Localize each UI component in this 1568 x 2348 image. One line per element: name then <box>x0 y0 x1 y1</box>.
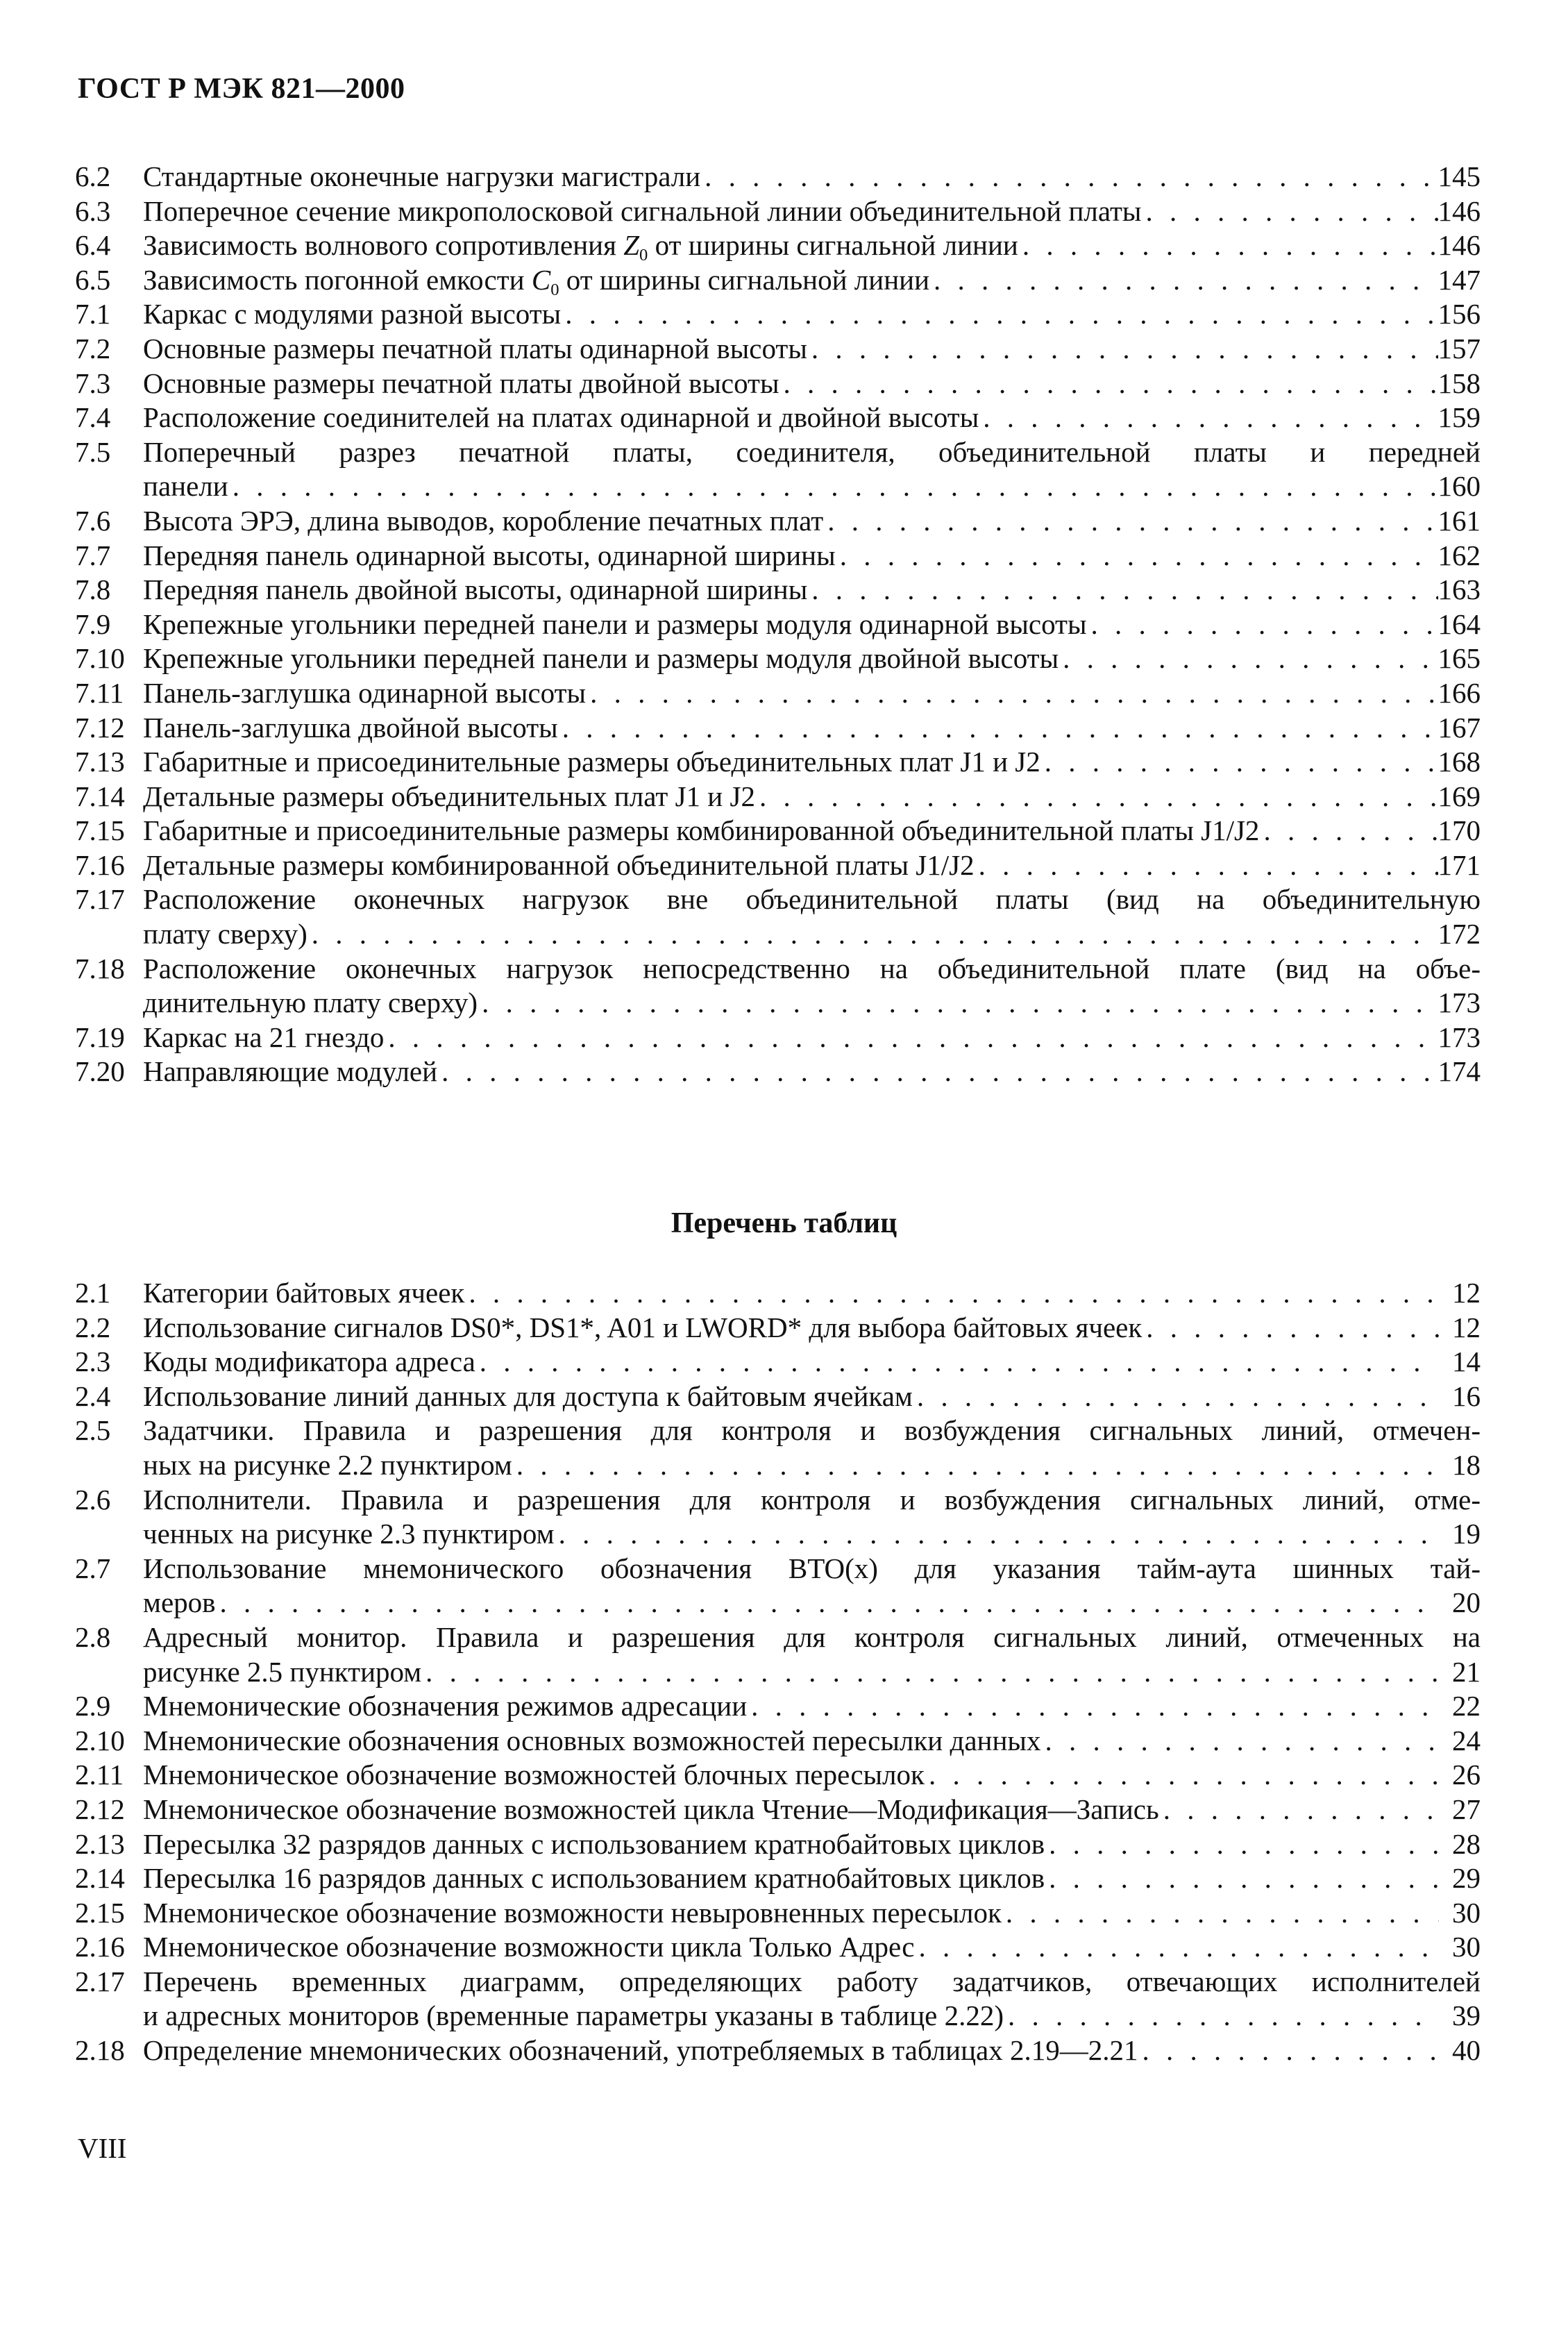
entry-title-line: Габаритные и присоединительные размеры объединительных плат J1 и J2 <box>143 746 1040 778</box>
toc-entry <box>75 194 1481 229</box>
toc-entry <box>75 780 1481 814</box>
entry-number: 7.4 <box>75 401 111 434</box>
entry-number: 7.15 <box>75 814 125 847</box>
entry-number: 7.19 <box>75 1021 125 1053</box>
entry-title-line: плату сверху) <box>143 918 307 950</box>
entry-number: 7.14 <box>75 780 125 812</box>
entry-title-line: Зависимость волнового сопротивления $Z_0$ от ширины сигнальной линии <box>143 229 1018 265</box>
entry-page-number: 159 <box>1438 401 1481 434</box>
tables-section-title: Перечень таблиц <box>671 1207 897 1239</box>
entry-title-line: Расположение соединителей на платах одинарной и двойной высоты <box>143 401 979 434</box>
dot-leader <box>421 1655 1439 1690</box>
entry-title-line: Каркас на 21 гнездо <box>143 1021 385 1053</box>
entry-title-line: Основные размеры печатной платы двойной высоты <box>143 367 779 399</box>
entry-page-number: 171 <box>1438 848 1481 881</box>
entry-title-line: Габаритные и присоединительные размеры комбинированной объединительной платы J1/J2 <box>143 814 1260 847</box>
dot-leader <box>1004 1999 1439 2033</box>
entry-title-line: Стандартные оконечные нагрузки магистрали <box>143 160 701 192</box>
toc-entry <box>75 848 1481 883</box>
dot-leader <box>437 1055 1438 1089</box>
entry-page-number: 158 <box>1438 367 1481 399</box>
toc-entry <box>75 676 1481 711</box>
entry-number: 2.14 <box>75 1862 125 1895</box>
entry-title-line: Высота ЭРЭ, длина выводов, коробление печатных плат <box>143 504 824 537</box>
toc-entry <box>75 332 1481 367</box>
dot-leader <box>1002 1896 1439 1931</box>
entry-number: 7.6 <box>75 504 111 537</box>
dot-leader <box>1045 1861 1439 1896</box>
toc-entry <box>75 1380 1481 1414</box>
entry-page-number: 40 <box>1452 2034 1481 2067</box>
dot-leader <box>216 1586 1439 1620</box>
toc-entry <box>75 1827 1481 1862</box>
dot-leader <box>558 711 1438 746</box>
entry-title-line: Использование линий данных для доступа к байтовым ячейкам <box>143 1380 913 1412</box>
toc-entry <box>75 641 1481 676</box>
entry-number: 7.8 <box>75 573 111 606</box>
dot-leader <box>700 160 1438 194</box>
toc-entry <box>75 1311 1481 1345</box>
entry-page-number: 20 <box>1452 1586 1481 1619</box>
entry-page-number: 21 <box>1452 1655 1481 1688</box>
toc-entry <box>75 1758 1481 1793</box>
entry-number: 2.3 <box>75 1345 111 1378</box>
entry-number: 6.5 <box>75 263 111 296</box>
entry-title-line: Панель-заглушка одинарной высоты <box>143 676 587 709</box>
entry-number: 7.16 <box>75 848 125 881</box>
entry-number: 2.18 <box>75 2034 125 2067</box>
entry-number: 2.6 <box>75 1483 111 1516</box>
dot-leader <box>807 573 1438 607</box>
entry-number: 6.3 <box>75 194 111 227</box>
entry-number: 7.3 <box>75 367 111 399</box>
dot-leader <box>823 504 1438 539</box>
entry-number: 7.17 <box>75 883 125 916</box>
entry-page-number: 160 <box>1438 470 1481 503</box>
entry-number: 7.18 <box>75 952 125 984</box>
dot-leader <box>1259 814 1438 848</box>
entry-page-number: 26 <box>1452 1759 1481 1791</box>
entry-title-line: Пересылка 16 разрядов данных с использованием кратнобайтовых циклов <box>143 1862 1045 1895</box>
entry-title-line: меров <box>143 1586 216 1619</box>
toc-entry <box>75 711 1481 746</box>
entry-page-number: 157 <box>1438 332 1481 364</box>
dot-leader <box>1040 1724 1439 1759</box>
entry-number: 2.1 <box>75 1277 111 1309</box>
entry-number: 2.16 <box>75 1931 125 1963</box>
entry-title-line: Поперечный разрез печатной платы, соединителя, объединительной платы и передней <box>143 435 1481 468</box>
entry-page-number: 30 <box>1452 1931 1481 1963</box>
entry-page-number: 172 <box>1438 918 1481 950</box>
dot-leader <box>755 780 1438 814</box>
toc-entry <box>75 1689 1481 1724</box>
entry-title-line: Мнемоническое обозначение возможности цикла Только Адрес <box>143 1931 915 1963</box>
entry-title-line: Основные размеры печатной платы одинарной высоты <box>143 332 807 364</box>
entry-page-number: 165 <box>1438 642 1481 675</box>
toc-entry <box>75 1930 1481 1965</box>
dot-leader <box>1040 745 1438 780</box>
entry-page-number: 169 <box>1438 780 1481 812</box>
dot-leader <box>478 986 1438 1021</box>
entry-page-number: 161 <box>1438 504 1481 537</box>
entry-page-number: 162 <box>1438 539 1481 571</box>
dot-leader <box>747 1689 1439 1724</box>
entry-number: 7.1 <box>75 298 111 330</box>
entry-number: 2.5 <box>75 1414 111 1447</box>
dot-leader <box>1138 2033 1439 2068</box>
dot-leader <box>1045 1827 1439 1862</box>
entry-number: 6.4 <box>75 229 111 262</box>
toc-entry <box>75 573 1481 607</box>
entry-title-line: Каркас с модулями разной высоты <box>143 298 562 330</box>
entry-page-number: 14 <box>1452 1345 1481 1378</box>
entry-page-number: 39 <box>1452 1999 1481 2032</box>
entry-title-line: Мнемоническое обозначение возможностей блочных пересылок <box>143 1759 925 1791</box>
entry-page-number: 174 <box>1438 1055 1481 1088</box>
entry-title-line: Мнемоническое обозначение возможности невыровненных пересылок <box>143 1896 1002 1929</box>
entry-title-line: Передняя панель одинарной высоты, одинарной ширины <box>143 539 836 571</box>
dot-leader <box>561 297 1438 332</box>
dot-leader <box>836 539 1438 573</box>
entry-number: 7.9 <box>75 607 111 640</box>
entry-number: 2.8 <box>75 1620 111 1653</box>
entry-page-number: 12 <box>1452 1311 1481 1343</box>
entry-number: 7.12 <box>75 711 125 744</box>
entry-title-line: и адресных мониторов (временные параметры указаны в таблице 2.22) <box>143 1999 1004 2032</box>
toc-entry <box>75 607 1481 642</box>
entry-title-line: Зависимость погонной емкости $C_0$ от ширины сигнальной линии <box>143 263 930 299</box>
entry-number: 7.5 <box>75 435 111 468</box>
dot-leader <box>307 917 1438 952</box>
entry-title-line: Детальные размеры объединительных плат J1 и J2 <box>143 780 755 812</box>
entry-title-line: Детальные размеры комбинированной объединительной платы J1/J2 <box>143 848 975 881</box>
toc-entry <box>75 1414 1481 1482</box>
toc-entry <box>75 1861 1481 1896</box>
tables-list <box>75 1276 1481 2068</box>
toc-entry <box>75 1552 1481 1620</box>
entry-page-number: 19 <box>1452 1518 1481 1550</box>
dot-leader <box>384 1021 1438 1055</box>
toc-entry <box>75 952 1481 1021</box>
entry-title-line: Адресный монитор. Правила и разрешения для контроля сигнальных линий, отмеченных на <box>143 1620 1481 1653</box>
toc-entry <box>75 1055 1481 1089</box>
toc-entry <box>75 1276 1481 1311</box>
entry-page-number: 170 <box>1438 814 1481 847</box>
toc-entry <box>75 1724 1481 1759</box>
document-header: ГОСТ Р МЭК 821—2000 <box>78 73 405 105</box>
page-number: VIII <box>78 2132 127 2164</box>
entry-title-line: панели <box>143 470 228 503</box>
toc-entry <box>75 814 1481 848</box>
entry-title-line: Категории байтовых ячеек <box>143 1277 465 1309</box>
dot-leader <box>979 401 1438 435</box>
entry-page-number: 146 <box>1438 229 1481 262</box>
entry-title-line: Использование сигналов DS0*, DS1*, A01 и LWORD* для выбора байтовых ячеек <box>143 1311 1143 1343</box>
dot-leader <box>464 1276 1439 1311</box>
entry-number: 7.2 <box>75 332 111 364</box>
entry-title-line: Определение мнемонических обозначений, употребляемых в таблицах 2.19—2.21 <box>143 2034 1138 2067</box>
entry-number: 7.10 <box>75 642 125 675</box>
entry-number: 2.9 <box>75 1690 111 1722</box>
entry-title-line: Передняя панель двойной высоты, одинарной ширины <box>143 573 808 606</box>
entry-title-line: динительную плату сверху) <box>143 987 478 1019</box>
entry-number: 7.20 <box>75 1055 125 1088</box>
entry-title-line: Крепежные угольники передней панели и размеры модуля двойной высоты <box>143 642 1059 675</box>
dot-leader <box>807 332 1438 367</box>
dot-leader <box>925 1758 1439 1793</box>
entry-page-number: 164 <box>1438 607 1481 640</box>
entry-number: 2.10 <box>75 1724 125 1756</box>
dot-leader <box>555 1517 1439 1552</box>
entry-title-line: Крепежные угольники передней панели и размеры модуля одинарной высоты <box>143 607 1087 640</box>
entry-page-number: 24 <box>1452 1724 1481 1756</box>
entry-page-number: 168 <box>1438 746 1481 778</box>
entry-title-line: Мнемонические обозначения режимов адресации <box>143 1690 748 1722</box>
entry-title-line: ных на рисунке 2.2 пунктиром <box>143 1448 512 1481</box>
entry-title-line: рисунке 2.5 пунктиром <box>143 1655 422 1688</box>
toc-entry <box>75 1483 1481 1552</box>
entry-title-line: Пересылка 32 разрядов данных с использованием кратнобайтовых циклов <box>143 1827 1045 1860</box>
entry-page-number: 145 <box>1438 160 1481 192</box>
toc-entry <box>75 1965 1481 2033</box>
entry-page-number: 146 <box>1438 194 1481 227</box>
entry-title-line: Исполнители. Правила и разрешения для контроля и возбуждения сигнальных линий, отме- <box>143 1483 1481 1516</box>
entry-number: 7.11 <box>75 676 124 709</box>
dot-leader <box>779 367 1438 401</box>
entry-number: 7.7 <box>75 539 111 571</box>
entry-number: 2.7 <box>75 1552 111 1584</box>
entry-title-line: Расположение оконечных нагрузок непосредственно на объединительной плате (вид на объе- <box>143 952 1481 984</box>
dot-leader <box>914 1930 1439 1965</box>
entry-page-number: 30 <box>1452 1896 1481 1929</box>
toc-entry <box>75 401 1481 435</box>
dot-leader <box>1142 1311 1439 1345</box>
entry-number: 2.17 <box>75 1965 125 1997</box>
toc-entry <box>75 1620 1481 1689</box>
entry-title-line: Использование мнемонического обозначения BTO(x) для указания тайм-аута шинных тай- <box>143 1552 1481 1584</box>
toc-entry <box>75 504 1481 539</box>
dot-leader <box>1141 194 1438 229</box>
dot-leader <box>228 469 1438 504</box>
entry-page-number: 12 <box>1452 1277 1481 1309</box>
toc-entry <box>75 1896 1481 1931</box>
entry-page-number: 173 <box>1438 987 1481 1019</box>
dot-leader <box>586 676 1438 711</box>
entry-title-line: Перечень временных диаграмм, определяющих работу задатчиков, отвечающих исполнителей <box>143 1965 1481 1997</box>
entry-number: 2.12 <box>75 1793 125 1825</box>
entry-title-line: ченных на рисунке 2.3 пунктиром <box>143 1518 555 1550</box>
dot-leader <box>1087 607 1438 642</box>
toc-entry <box>75 228 1481 263</box>
toc-entry <box>75 160 1481 194</box>
entry-page-number: 167 <box>1438 711 1481 744</box>
toc-entry <box>75 435 1481 504</box>
entry-page-number: 166 <box>1438 676 1481 709</box>
entry-title-line: Направляющие модулей <box>143 1055 438 1088</box>
toc-entry <box>75 263 1481 298</box>
dot-leader <box>929 263 1438 298</box>
toc-entry <box>75 1021 1481 1055</box>
dot-leader <box>475 1345 1439 1380</box>
entry-page-number: 16 <box>1452 1380 1481 1412</box>
entry-page-number: 29 <box>1452 1862 1481 1895</box>
entry-number: 6.2 <box>75 160 111 192</box>
dot-leader <box>1159 1793 1439 1827</box>
entry-title-line: Мнемоническое обозначение возможностей цикла Чтение—Модификация—Запись <box>143 1793 1159 1825</box>
toc-entry <box>75 1345 1481 1380</box>
entry-title-line: Панель-заглушка двойной высоты <box>143 711 558 744</box>
entry-number: 2.13 <box>75 1827 125 1860</box>
entry-number: 2.11 <box>75 1759 124 1791</box>
toc-entry <box>75 539 1481 573</box>
entry-title-line: Расположение оконечных нагрузок вне объединительной платы (вид на объединительную <box>143 883 1481 916</box>
entry-page-number: 173 <box>1438 1021 1481 1053</box>
entry-title-line: Коды модификатора адреса <box>143 1345 475 1378</box>
entry-title-line: Задатчики. Правила и разрешения для контроля и возбуждения сигнальных линий, отмечен- <box>143 1414 1481 1447</box>
toc-entry <box>75 2033 1481 2068</box>
toc-entry <box>75 367 1481 401</box>
toc-entry <box>75 882 1481 951</box>
dot-leader <box>512 1448 1439 1483</box>
dot-leader <box>975 848 1438 883</box>
entry-number: 2.2 <box>75 1311 111 1343</box>
entry-number: 2.4 <box>75 1380 111 1412</box>
toc-entry <box>75 1793 1481 1827</box>
entry-page-number: 28 <box>1452 1827 1481 1860</box>
dot-leader <box>1059 641 1438 676</box>
entry-title-line: Поперечное сечение микрополосковой сигнальной линии объединительной платы <box>143 194 1142 227</box>
entry-number: 2.15 <box>75 1896 125 1929</box>
toc-entry <box>75 297 1481 332</box>
toc-entry <box>75 745 1481 780</box>
entry-title-line: Мнемонические обозначения основных возможностей пересылки данных <box>143 1724 1041 1756</box>
entry-page-number: 22 <box>1452 1690 1481 1722</box>
entry-page-number: 156 <box>1438 298 1481 330</box>
dot-leader <box>1018 228 1438 263</box>
dot-leader <box>913 1380 1439 1414</box>
entry-page-number: 18 <box>1452 1448 1481 1481</box>
entry-page-number: 163 <box>1438 573 1481 606</box>
entry-page-number: 147 <box>1438 263 1481 296</box>
entry-page-number: 27 <box>1452 1793 1481 1825</box>
entry-number: 7.13 <box>75 746 125 778</box>
figures-list <box>75 160 1481 1089</box>
